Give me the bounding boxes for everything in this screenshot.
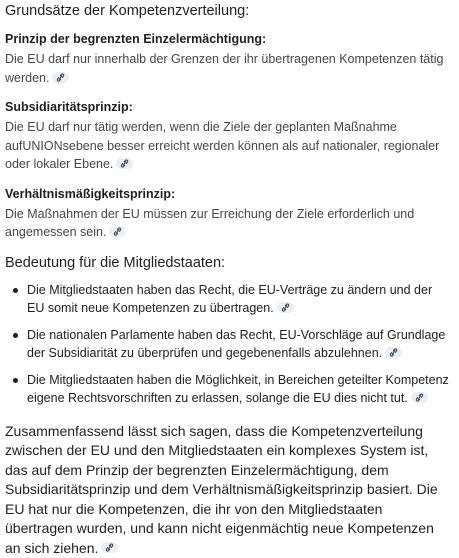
principle-title: Verhältnismäßigkeitsprinzip: [5,186,451,203]
principle-proportionality [5,186,451,242]
heading-member-states: Bedeutung für die Mitgliedstaaten: [5,254,451,273]
list-item-text: Die Mitgliedstaaten haben das Recht, die EU-Verträge zu ändern und der EU somit neue Kompetenzen zu übertragen. [27,283,432,316]
principle-text-content: Die EU darf nur innerhalb der Grenzen der ihr übertragenen Kompetenzen tätig werden. [5,52,443,85]
heading-principles: Grundsätze der Kompetenzverteilung: [5,2,451,21]
principle-text-content: Die EU darf nur tätig werden, wenn die Ziele der geplanten Maßnahme aufUNIONsebene besser erreicht werden können als auf nationaler, regionaler oder lokaler Ebene. [5,120,439,171]
list-item [5,371,451,408]
source-link-button[interactable] [116,158,133,169]
source-link-button[interactable] [109,226,126,237]
principle-subsidiarity [5,99,451,174]
source-link-button[interactable] [277,302,294,313]
member-states-list [5,281,451,408]
list-item [5,326,451,363]
summary-text: Zusammenfassend lässt sich sagen, dass die Kompetenzverteilung zwischen der EU und den Mitgliedstaaten ein komplexes System ist, das auf dem Prinzip der begrenzten Einzelermächtigung, dem Subsidiaritätsprinzip und dem Verhältnismäßigkeitsprinzip basiert. Die EU hat nur die Kompetenzen, die ihr von den Mitgliedstaaten übertragen wurden, und kann nicht eigenmächtig neue Kompetenzen an sich ziehen. [5,423,438,556]
principle-title: Prinzip der begrenzten Einzelermächtigung: [5,31,451,48]
source-link-button[interactable] [411,392,428,403]
summary-paragraph [5,422,451,558]
principle-text [5,205,451,242]
bullet-icon [13,333,18,338]
list-item-text: Die Mitgliedstaaten haben die Möglichkeit, in Bereichen geteilter Kompetenz eigene Rechtsvorschriften zu erlassen, solange die EU dies nicht tut. [27,373,449,406]
list-item-text: Die nationalen Parlamente haben das Recht, EU-Vorschläge auf Grundlage der Subsidiarität zu überprüfen und gegebenenfalls abzulehnen. [27,328,445,361]
list-item [5,281,451,318]
source-link-button[interactable] [52,72,69,83]
bullet-icon [13,378,18,383]
source-link-button[interactable] [385,347,402,358]
principle-text-content: Die Maßnahmen der EU müssen zur Erreichung der Ziele erforderlich und angemessen sein. [5,207,414,240]
principle-text [5,50,451,87]
bullet-icon [13,288,18,293]
principle-text [5,118,451,174]
source-link-button[interactable] [101,542,118,553]
principle-limited-conferral [5,31,451,87]
principle-title: Subsidiaritätsprinzip: [5,99,451,116]
